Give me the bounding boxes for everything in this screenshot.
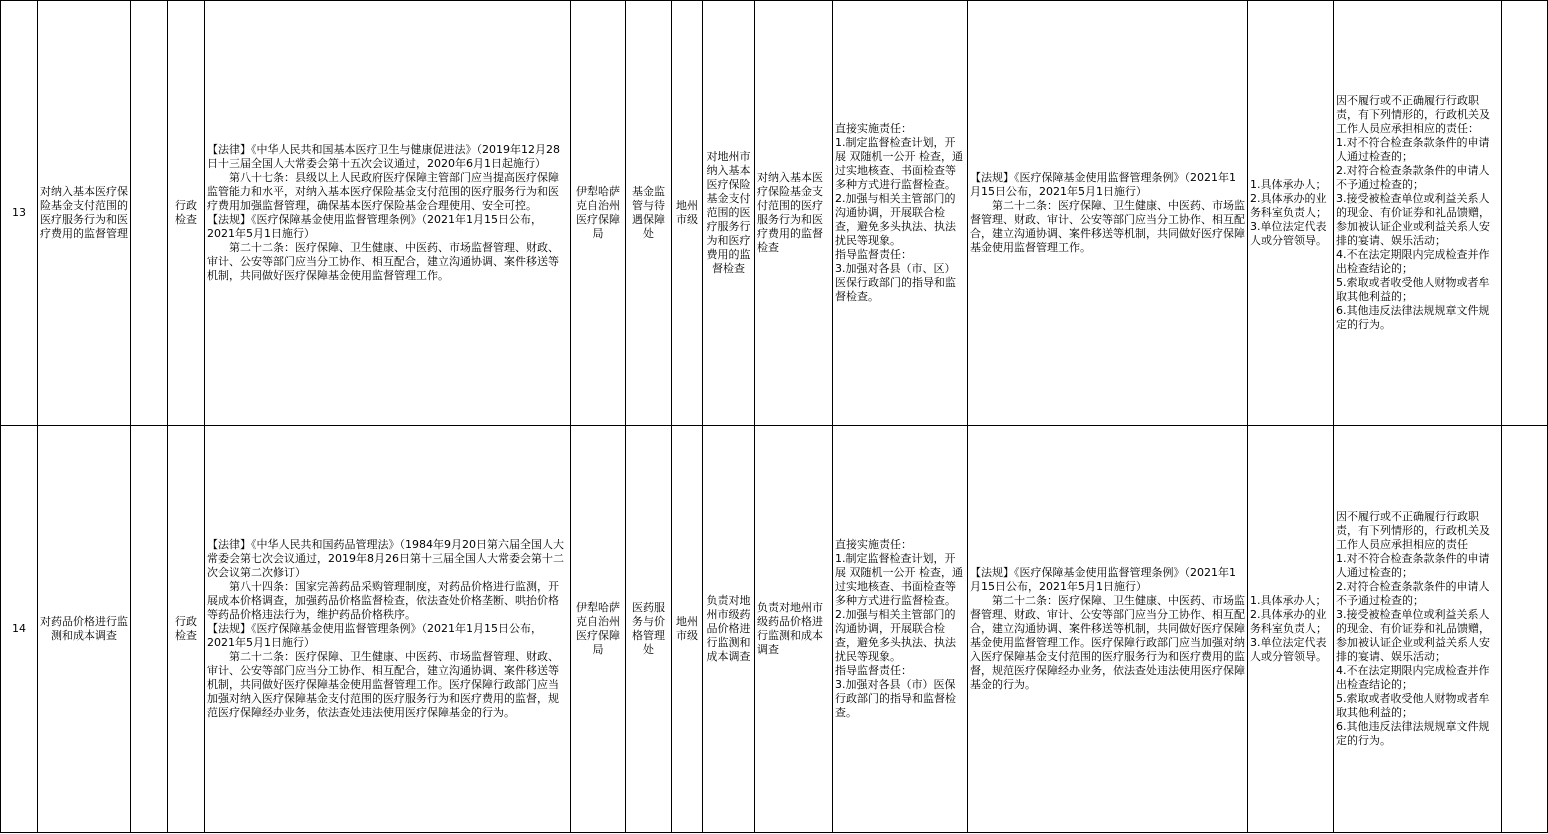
accountability: 因不履行或不正确履行行政职责，有下列情形的，行政机关及工作人员应承担相应的责任 1.对不符合检查条款条件的申请人通过检查的； 2.对符合检查条款条件的申请人不予通过检查的； 3.接受被检查单位或利益关系人的现金、有价证券和礼品馈赠，参加被认证企业或利益关系人安排的宴请、娱乐活动； 4.不在法定期限内完成检查并作出检查结论的； 5.索取或者收受他人财物或者牟取其他利益的； 6.其他违反法律法规规章文件规定的行为。 <box>1334 426 1502 833</box>
remark <box>1502 1 1548 426</box>
remark <box>1502 426 1548 833</box>
level: 地州市级 <box>672 426 703 833</box>
item-name: 对纳入基本医疗保险基金支付范围的医疗服务行为和医疗费用的监督管理 <box>38 1 131 426</box>
implementing-subject: 伊犁哈萨克自治州医疗保障局 <box>571 426 626 833</box>
responsible-department: 基金监管与待遇保障处 <box>626 1 672 426</box>
legal-basis: 【法律】《中华人民共和国药品管理法》（1984年9月20日第六届全国人大常委会第七次会议通过，2019年8月26日第十三届全国人大常委会第十二次会议第二次修订） 第八十四条：国家完善药品采购管理制度，对药品价格进行监测，开展成本价格调查，加强药品价格监督检查，依法查处价格垄断、哄抬价格等药品价格违法行为，维护药品价格秩序。 【法规】《医疗保障基金使用监督管理条例》（2021年1月15日公布，2021年5月1日施行） 第二十二条：医疗保障、卫生健康、中医药、市场监督管理、财政、审计、公安等部门应当分工协作、相互配合，建立沟通协调、案件移送等机制，共同做好医疗保障基金使用监督管理工作。医疗保障行政部门应当加强对纳入医疗保障基金支付范围的医疗服务行为和医疗费用的监督，规范医疗保障经办业务，依法查处违法使用医疗保障基金的行为。 <box>205 426 571 833</box>
item-type: 行政检查 <box>168 1 205 426</box>
responsible-department: 医药服务与价格管理处 <box>626 426 672 833</box>
duty-items: 直接实施责任： 1.制定监督检查计划，开展 双随机一公开 检查，通过实地核查、书面检查等多种方式进行监督检查。 2.加强与相关主管部门的沟通协调，开展联合检查，避免多头执法、执法扰民等现象。 指导监督责任： 3.加强对各县（市、区）医保行政部门的指导和监督检查。 <box>833 1 968 426</box>
table-row <box>1 1 1548 426</box>
item-name: 对药品价格进行监测和成本调查 <box>38 426 131 833</box>
table-row <box>1 426 1548 833</box>
power-content: 对地州市纳入基本医疗保险基金支付范围的医疗服务行为和医疗费用的监督检查 <box>703 1 755 426</box>
duty-items: 直接实施责任： 1.制定监督检查计划，开展 双随机一公开 检查，通过实地核查、书面检查等多种方式进行监督检查。 2.加强与相关主管部门的沟通协调，开展联合检查，避免多头执法、执法扰民等现象。 指导监督责任： 3.加强对各县（市）医保行政部门的指导和监督检查。 <box>833 426 968 833</box>
duty-basis: 【法规】《医疗保障基金使用监督管理条例》（2021年1月15日公布，2021年5月1日施行） 第二十二条：医疗保障、卫生健康、中医药、市场监督管理、财政、审计、公安等部门应当分工协作、相互配合，建立沟通协调、案件移送等机制，共同做好医疗保障基金使用监督管理工作。医疗保障行政部门应当加强对纳入医疗保障基金支付范围的医疗服务行为和医疗费用的监督，规范医疗保障经办业务，依法查处违法使用医疗保障基金的行为。 <box>968 426 1248 833</box>
subject-duty: 负责对地州市级药品价格进行监测和成本调查 <box>755 426 833 833</box>
subject-duty: 对纳入基本医疗保险基金支付范围的医疗服务行为和医疗费用的监督检查 <box>755 1 833 426</box>
sub-item <box>131 426 168 833</box>
power-content: 负责对地州市级药品价格进行监测和成本调查 <box>703 426 755 833</box>
row-number: 13 <box>1 1 38 426</box>
accountability: 因不履行或不正确履行行政职责，有下列情形的，行政机关及工作人员应承担相应的责任： 1.对不符合检查条款条件的申请人通过检查的； 2.对符合检查条款条件的申请人不予通过检查的； 3.接受被检查单位或利益关系人的现金、有价证券和礼品馈赠，参加被认证企业或利益关系人安排的宴请、娱乐活动； 4.不在法定期限内完成检查并作出检查结论的； 5.索取或者收受他人财物或者牟取其他利益的； 6.其他违反法律法规规章文件规定的行为。 <box>1334 1 1502 426</box>
item-type: 行政检查 <box>168 426 205 833</box>
duty-basis: 【法规】《医疗保障基金使用监督管理条例》（2021年1月15日公布，2021年5月1日施行） 第二十二条：医疗保障、卫生健康、中医药、市场监督管理、财政、审计、公安等部门应当分工协作、相互配合，建立沟通协调、案件移送等机制，共同做好医疗保障基金使用监督管理工作。 <box>968 1 1248 426</box>
sub-item <box>131 1 168 426</box>
legal-basis: 【法律】《中华人民共和国基本医疗卫生与健康促进法》（2019年12月28日十三届全国人大常委会第十五次会议通过，2020年6月1日起施行） 第八十七条：县级以上人民政府医疗保障主管部门应当提高医疗保障监管能力和水平，对纳入基本医疗保险基金支付范围的医疗服务行为和医疗费用加强监督管理，确保基本医疗保险基金合理使用、安全可控。 【法规】《医疗保障基金使用监督管理条例》（2021年1月15日公布，2021年5月1日施行） 第二十二条：医疗保障、卫生健康、中医药、市场监督管理、财政、审计、公安等部门应当分工协作、相互配合，建立沟通协调、案件移送等机制，共同做好医疗保障基金使用监督管理工作。 <box>205 1 571 426</box>
level: 地州市级 <box>672 1 703 426</box>
row-number: 14 <box>1 426 38 833</box>
responsible-persons: 1.具体承办人； 2.具体承办的业务科室负责人； 3.单位法定代表人或分管领导。 <box>1248 1 1334 426</box>
implementing-subject: 伊犁哈萨克自治州医疗保障局 <box>571 1 626 426</box>
responsible-persons: 1.具体承办人； 2.具体承办的业务科室负责人； 3.单位法定代表人或分管领导。 <box>1248 426 1334 833</box>
